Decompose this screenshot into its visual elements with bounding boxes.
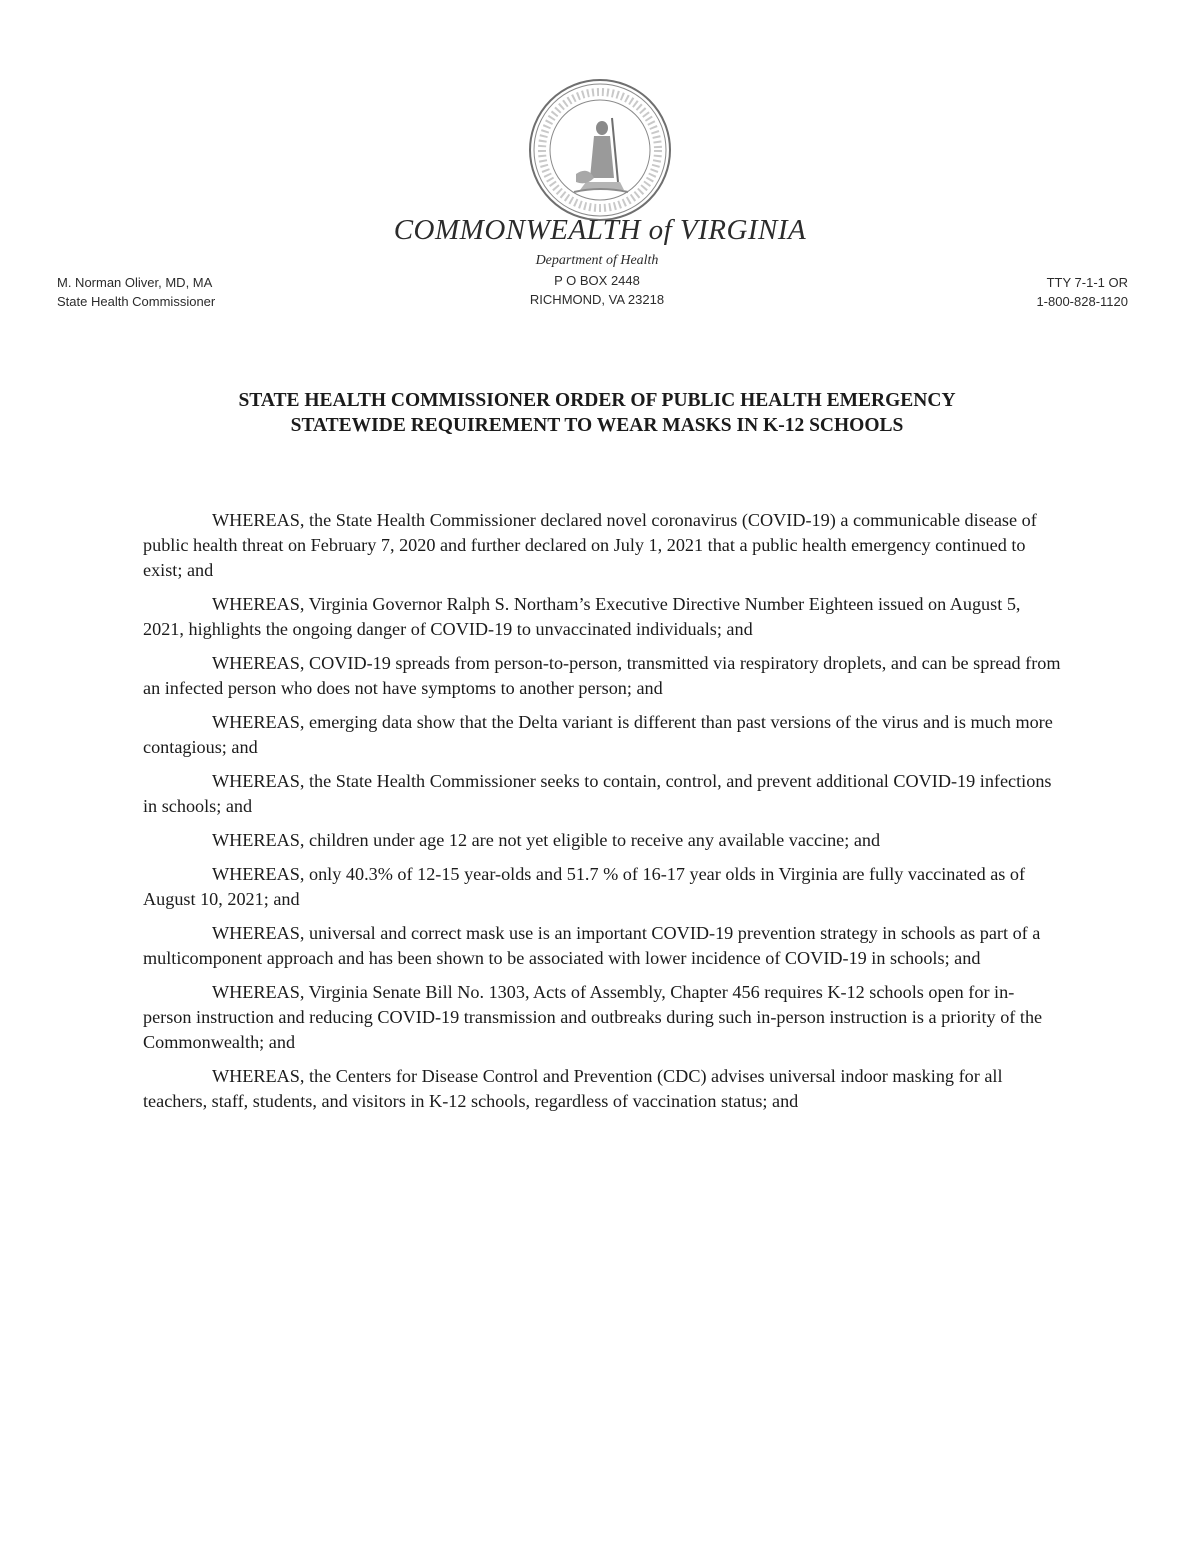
whereas-paragraph: WHEREAS, Virginia Senate Bill No. 1303, Acts of Assembly, Chapter 456 requires K-12 schools open for in-person instruction and reducing COVID-19 transmission and outbreaks during such in-person instruction is a priority of the Commonwealth; and <box>143 982 1043 1052</box>
tty-line-1: TTY 7-1-1 OR <box>1046 275 1128 290</box>
order-title-line-1: STATE HEALTH COMMISSIONER ORDER OF PUBLIC HEALTH EMERGENCY <box>238 390 956 411</box>
whereas-paragraph: WHEREAS, only 40.3% of 12-15 year-olds and 51.7 % of 16-17 year olds in Virginia are fully vaccinated as of August 10, 2021; and <box>143 864 1026 909</box>
address-line-1: P O BOX 2448 <box>554 273 640 288</box>
whereas-paragraph: WHEREAS, universal and correct mask use is an important COVID-19 prevention strategy in schools as part of a multicomponent approach and has been shown to be associated with lower incidence of COVID-19 in schools; and <box>143 923 1041 968</box>
whereas-paragraph: WHEREAS, the State Health Commissioner declared novel coronavirus (COVID-19) a communicable disease of public health threat on February 7, 2020 and further declared on July 1, 2021 that a public health emergency continued to exist; and <box>143 510 1037 580</box>
masthead-of: of <box>648 214 673 246</box>
whereas-paragraph: WHEREAS, COVID-19 spreads from person-to-person, transmitted via respiratory droplets, and can be spread from an infected person who does not have symptoms to another person; and <box>143 653 1061 698</box>
whereas-paragraph: WHEREAS, children under age 12 are not yet eligible to receive any available vaccine; and <box>212 830 881 850</box>
whereas-paragraph: WHEREAS, the State Health Commissioner seeks to contain, control, and prevent additional COVID-19 infections in schools; and <box>143 771 1052 816</box>
address-line-2: RICHMOND, VA 23218 <box>529 292 665 307</box>
whereas-paragraph: WHEREAS, Virginia Governor Ralph S. Northam’s Executive Directive Number Eighteen issued on August 5, 2021, highlights the ongoing danger of COVID-19 to unvaccinated individuals; and <box>143 594 1021 639</box>
order-title <box>0 388 1194 438</box>
tty-line-2: 1-800-828-1120 <box>1036 294 1128 309</box>
tty-block <box>1036 273 1128 311</box>
commissioner-name: M. Norman Oliver, MD, MA <box>57 275 213 290</box>
commissioner-title: State Health Commissioner <box>57 294 216 309</box>
commissioner-block <box>57 273 215 311</box>
masthead <box>0 214 1200 247</box>
order-title-line-2: STATEWIDE REQUIREMENT TO WEAR MASKS IN K-12 SCHOOLS <box>290 415 904 436</box>
masthead-state: VIRGINIA <box>679 214 807 246</box>
masthead-main: COMMONWEALTH <box>393 214 641 246</box>
whereas-paragraph: WHEREAS, the Centers for Disease Control and Prevention (CDC) advises universal indoor masking for all teachers, staff, students, and visitors in K-12 schools, regardless of vaccination status; and <box>143 1066 1003 1111</box>
virginia-state-seal-icon <box>528 78 672 222</box>
department-name: Department of Health <box>535 253 659 268</box>
order-body <box>143 508 1061 1123</box>
whereas-paragraph: WHEREAS, emerging data show that the Delta variant is different than past versions of the virus and is much more contagious; and <box>143 712 1053 757</box>
